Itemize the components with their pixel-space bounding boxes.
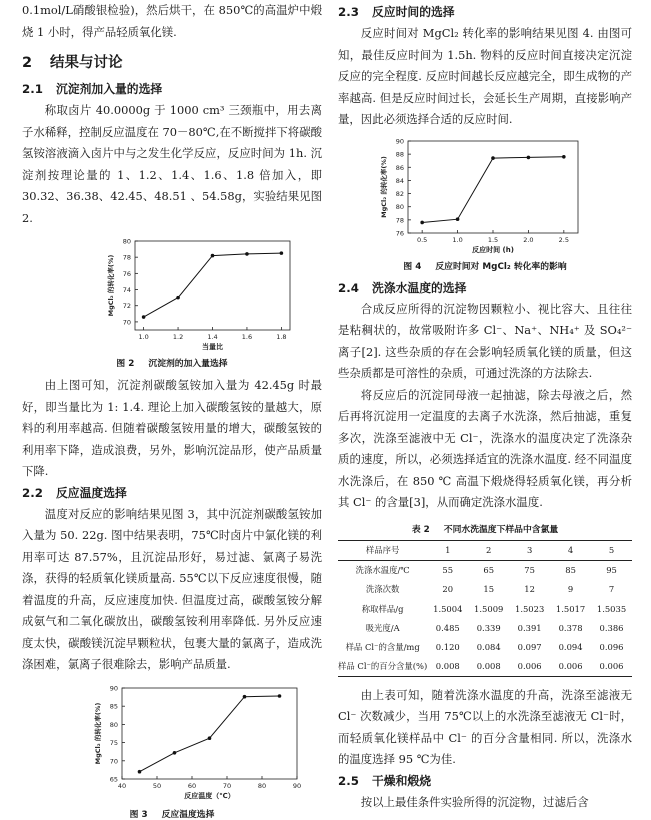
subsection-heading-2-3 bbox=[338, 2, 632, 23]
data-point bbox=[243, 694, 247, 698]
y-tick-label: 86 bbox=[395, 163, 404, 172]
paragraph-after-fig2: 由上图可知，沉淀剂碳酸氢铵加入量为 42.45g 时最好，即当量比为 1: 1.4. 理论上加入碳酸氢铵的量越大，原料的利用率越高. 但随着碳酸氢铵用量的增大，碳酸氢铵的利用率下降，造成浪费，另外，影响沉淀品形，使产品质量下降. bbox=[22, 378, 322, 478]
table-row-label: 样品 Cl⁻的百分含量(%) bbox=[338, 657, 427, 677]
table-cell: 0.120 bbox=[435, 642, 460, 653]
data-point bbox=[527, 155, 531, 159]
table-cell: 20 bbox=[442, 584, 454, 595]
y-tick-label: 80 bbox=[395, 202, 404, 211]
x-tick-label: 1.0 bbox=[452, 235, 463, 244]
figure-number: 图 2 bbox=[116, 359, 135, 369]
table-cell: 0.084 bbox=[476, 642, 501, 653]
data-point bbox=[278, 694, 282, 698]
table-cell: 1.5017 bbox=[555, 603, 586, 614]
table-cell: 1.5035 bbox=[596, 603, 627, 614]
paragraph-2-1: 称取卤片 40.0000g 于 1000 cm³ 三颈瓶中，用去离子水稀释，控制反应温度在 70－80℃,在不断搅拌下将碳酸氢铵溶液滴入卤片中与之发生化学反应，反应时间为 1h. 沉淀剂按理论量的 1、1.2、1.4、1.6、1.8 倍加入，即 30.32、36.38、42.45、48.51 、54.58g，实验结果见图 2. bbox=[22, 103, 322, 225]
paragraph-after-table: 由上表可知，随着洗涤水温度的升高，洗涤至滤液无 Cl⁻ 次数减少，当用 75℃以上的水洗涤至滤液无 Cl⁻时，而轻质氧化镁样品中 Cl⁻ 的百分含量相同. 所以，洗涤水的温度选择 95 ℃为佳. bbox=[338, 687, 632, 767]
table-row-label: 吸光度/A bbox=[365, 622, 400, 633]
subsection-title: 沉淀剂加入量的选择 bbox=[56, 82, 163, 96]
table-cell: 9 bbox=[567, 584, 574, 595]
table-header-cell: 2 bbox=[468, 540, 509, 560]
y-tick-label: 82 bbox=[395, 189, 404, 198]
table-cell: 0.378 bbox=[558, 622, 583, 633]
data-point bbox=[245, 252, 249, 256]
y-tick-label: 90 bbox=[395, 137, 404, 145]
table-header-cell: 样品序号 bbox=[338, 540, 427, 560]
data-point bbox=[562, 154, 566, 158]
data-point bbox=[208, 736, 212, 740]
table-row bbox=[338, 580, 632, 599]
x-tick-label: 2.0 bbox=[523, 235, 534, 244]
subsection-number: 2.4 bbox=[338, 280, 359, 295]
table-cell: 0.097 bbox=[517, 642, 542, 653]
figure-4 bbox=[338, 135, 632, 272]
table-row bbox=[338, 657, 632, 677]
x-tick-label: 1.6 bbox=[241, 333, 253, 341]
y-tick-label: 88 bbox=[395, 150, 404, 159]
figure-4-caption bbox=[338, 259, 632, 272]
x-tick-label: 2.5 bbox=[558, 235, 570, 244]
table-row-label: 洗涤次数 bbox=[365, 584, 400, 595]
y-axis-label: MgCl₂ 的转化率(%) bbox=[107, 254, 115, 317]
plot-frame bbox=[408, 141, 578, 233]
table-cell: 0.006 bbox=[591, 657, 632, 677]
table-cell: 1.5023 bbox=[514, 603, 545, 614]
table-row bbox=[338, 599, 632, 618]
figure-2-caption bbox=[22, 356, 322, 369]
x-tick-label: 50 bbox=[152, 781, 162, 790]
right-column bbox=[338, 0, 632, 813]
y-tick-label: 80 bbox=[122, 237, 131, 246]
x-tick-label: 1.8 bbox=[276, 333, 287, 341]
section-title: 结果与讨论 bbox=[50, 55, 123, 71]
subsection-number: 2.1 bbox=[22, 82, 43, 96]
table-cell: 0.485 bbox=[435, 622, 460, 633]
subsection-heading-2-2 bbox=[22, 483, 322, 504]
table-caption-text: 不同水洗温度下样品中含氯量 bbox=[443, 524, 559, 535]
x-tick-label: 60 bbox=[187, 781, 197, 790]
table-cell: 0.386 bbox=[599, 622, 624, 633]
subsection-title: 干燥和煅烧 bbox=[372, 773, 431, 788]
figure-3 bbox=[22, 684, 322, 820]
series-line bbox=[422, 156, 564, 222]
paragraph-2-5: 按以上最佳条件实验所得的沉淀物，过滤后含 bbox=[360, 794, 589, 809]
table-cell: 12 bbox=[524, 584, 535, 595]
table-row bbox=[338, 560, 632, 580]
figure-caption-text: 反应时间对 MgCl₂ 转化率的影响 bbox=[435, 261, 567, 272]
table-2 bbox=[338, 540, 632, 677]
x-tick-label: 40 bbox=[117, 781, 127, 790]
y-tick-label: 72 bbox=[122, 302, 131, 311]
data-point bbox=[173, 750, 177, 754]
series-line bbox=[140, 696, 280, 772]
table-cell: 0.008 bbox=[468, 657, 509, 677]
table-cell: 0.096 bbox=[599, 642, 624, 653]
y-tick-label: 75 bbox=[109, 738, 118, 747]
figure-caption-text: 沉淀剂的加入量选择 bbox=[148, 359, 228, 369]
data-point bbox=[211, 254, 215, 258]
top-paragraph: 0.1mol/L硝酸银检验)，然后烘干，在 850℃的高温炉中煅烧 1 小时，得产品轻质氧化镁. bbox=[22, 3, 322, 39]
table-cell: 15 bbox=[483, 584, 495, 595]
x-tick-label: 0.5 bbox=[416, 235, 428, 244]
table-cell: 0.006 bbox=[509, 657, 550, 677]
table-2-caption bbox=[338, 522, 632, 535]
table-row-label: 称取样品/g bbox=[361, 603, 404, 614]
x-tick-label: 1.0 bbox=[138, 333, 149, 341]
subsection-number: 2.5 bbox=[338, 773, 359, 788]
table-header-cell: 1 bbox=[427, 540, 468, 560]
subsection-heading-2-1 bbox=[22, 79, 322, 100]
y-tick-label: 76 bbox=[395, 229, 404, 237]
x-tick-label: 70 bbox=[222, 781, 232, 790]
subsection-title: 反应温度选择 bbox=[56, 485, 127, 500]
subsection-number: 2.2 bbox=[22, 485, 43, 500]
data-point bbox=[142, 315, 146, 319]
y-tick-label: 90 bbox=[109, 684, 118, 692]
x-tick-label: 1.4 bbox=[207, 333, 218, 341]
table-cell: 7 bbox=[608, 584, 615, 595]
table-header-cell: 3 bbox=[509, 540, 550, 560]
x-tick-label: 1.2 bbox=[172, 333, 184, 341]
y-tick-label: 85 bbox=[109, 702, 118, 711]
table-cell: 85 bbox=[565, 565, 576, 576]
table-cell: 0.339 bbox=[476, 622, 501, 633]
paragraph-2-4-b: 将反应后的沉淀同母液一起抽滤，除去母液之后，然后再将沉淀用一定温度的去离子水洗涤，然后抽滤，重复多次，洗涤至滤液中无 Cl⁻，洗涤水的温度决定了洗涤杂质的速度，所以，必须选择适宜的洗涤水温度. 经不同温度水洗涤后，在 850 ℃ 高温下煅烧得轻质氧化镁，再分析其 Cl⁻ 的含量[3]，从而确定洗涤水温度. bbox=[338, 387, 632, 509]
data-point bbox=[138, 769, 142, 773]
subsection-heading-2-5 bbox=[338, 771, 632, 792]
figure-number: 图 4 bbox=[403, 261, 422, 272]
table-cell: 0.391 bbox=[517, 622, 542, 633]
x-axis-label: 反应温度（℃） bbox=[184, 791, 235, 800]
section-number: 2 bbox=[22, 55, 33, 71]
table-cell: 0.094 bbox=[558, 642, 583, 653]
y-tick-label: 74 bbox=[122, 286, 131, 295]
y-tick-label: 76 bbox=[122, 269, 131, 278]
table-row bbox=[338, 618, 632, 637]
y-axis-label: MgCl₂ 的转化率(%) bbox=[94, 702, 102, 764]
y-tick-label: 84 bbox=[395, 176, 404, 185]
subsection-title: 洗涤水温度的选择 bbox=[372, 280, 467, 295]
data-point bbox=[456, 217, 460, 221]
left-column bbox=[22, 0, 322, 820]
figure-3-chart bbox=[22, 684, 322, 800]
table-cell: 95 bbox=[606, 565, 617, 576]
figure-caption-text: 反应温度选择 bbox=[161, 809, 215, 820]
table-header-row bbox=[338, 540, 632, 560]
x-tick-label: 1.5 bbox=[487, 235, 499, 244]
table-cell: 0.006 bbox=[550, 657, 591, 677]
y-tick-label: 70 bbox=[122, 318, 131, 327]
y-tick-label: 70 bbox=[109, 756, 118, 765]
paragraph-2-4-a: 合成反应所得的沉淀物因颗粒小、视比容大、且往往是粘稠状的，故常吸附许多 Cl⁻、Na⁺、NH₄⁺ 及 SO₄²⁻ 离子[2]. 这些杂质的存在会影响轻质氧化镁的质量，但这些杂质都是可溶性的杂质，可通过洗涤的方法除去. bbox=[338, 301, 632, 380]
x-axis-label: 当量比 bbox=[202, 343, 223, 351]
paragraph-2-2: 温度对反应的影响结果见图 3，其中沉淀剂碳酸氢铵加入量为 50. 22g. 图中结果表明，75℃时卤片中氯化镁的利用率可达 87.57%，且沉淀品形好，易过滤、氯离子易洗涤，获得的轻质氧化镁质量高. 55℃以下反应速度很慢，随着温度的升高，反应速度加快. 但温度过高，碳酸氢铵分解成氨气和二氧化碳放出，碳酸氢铵利用率降低. 另外反应速度太快，碳酸镁沉淀早颗粒状，包裹大量的氯离子，造成洗涤困难，氯离子很难除去，影响产品质量. bbox=[22, 506, 322, 671]
table-cell: 55 bbox=[442, 565, 454, 576]
series-line bbox=[144, 253, 282, 317]
table-header-cell: 4 bbox=[550, 540, 591, 560]
y-tick-label: 78 bbox=[122, 253, 131, 262]
subsection-heading-2-4 bbox=[338, 278, 632, 299]
table-cell: 0.008 bbox=[427, 657, 468, 677]
table-cell: 1.5009 bbox=[474, 603, 504, 614]
paragraph-2-3: 反应时间对 MgCl₂ 转化率的影响结果见图 4. 由图可知，最佳反应时间为 1.5h. 物料的反应时间直接决定沉淀反应的完全程度. 反应时间越长反应越完全，即生成物的产率越高. 但是反应时间过长，会延长生产周期，直接影响产量，因此必须选择合适的反应时间. bbox=[338, 26, 632, 126]
data-point bbox=[420, 220, 424, 224]
table-number: 表 2 bbox=[411, 524, 430, 535]
table-row-label: 样品 Cl⁻的含量/mg bbox=[345, 642, 420, 653]
figure-2-chart bbox=[22, 235, 322, 349]
figure-3-caption bbox=[22, 807, 322, 820]
figure-4-chart bbox=[338, 135, 632, 253]
subsection-number: 2.3 bbox=[338, 5, 359, 19]
y-tick-label: 78 bbox=[395, 215, 404, 224]
y-tick-label: 65 bbox=[109, 775, 118, 783]
y-tick-label: 80 bbox=[109, 720, 118, 729]
figure-number: 图 3 bbox=[129, 809, 148, 820]
plot-frame bbox=[122, 688, 297, 779]
x-tick-label: 80 bbox=[257, 781, 267, 790]
x-tick-label: 90 bbox=[292, 781, 302, 790]
table-cell: 65 bbox=[483, 565, 495, 576]
figure-2 bbox=[22, 235, 322, 369]
x-axis-label: 反应时间 (h) bbox=[472, 245, 514, 254]
subsection-title: 反应时间的选择 bbox=[372, 5, 455, 19]
table-row-label: 洗涤水温度/℃ bbox=[355, 565, 410, 576]
section-heading bbox=[22, 52, 322, 74]
table-row bbox=[338, 637, 632, 656]
data-point bbox=[491, 156, 495, 160]
y-axis-label: MgCl₂ 的转化率(%) bbox=[380, 155, 388, 218]
data-point bbox=[280, 251, 284, 255]
table-cell: 1.5004 bbox=[433, 603, 463, 614]
table-header-cell: 5 bbox=[591, 540, 632, 560]
table-cell: 75 bbox=[524, 565, 535, 576]
data-point bbox=[176, 296, 180, 300]
